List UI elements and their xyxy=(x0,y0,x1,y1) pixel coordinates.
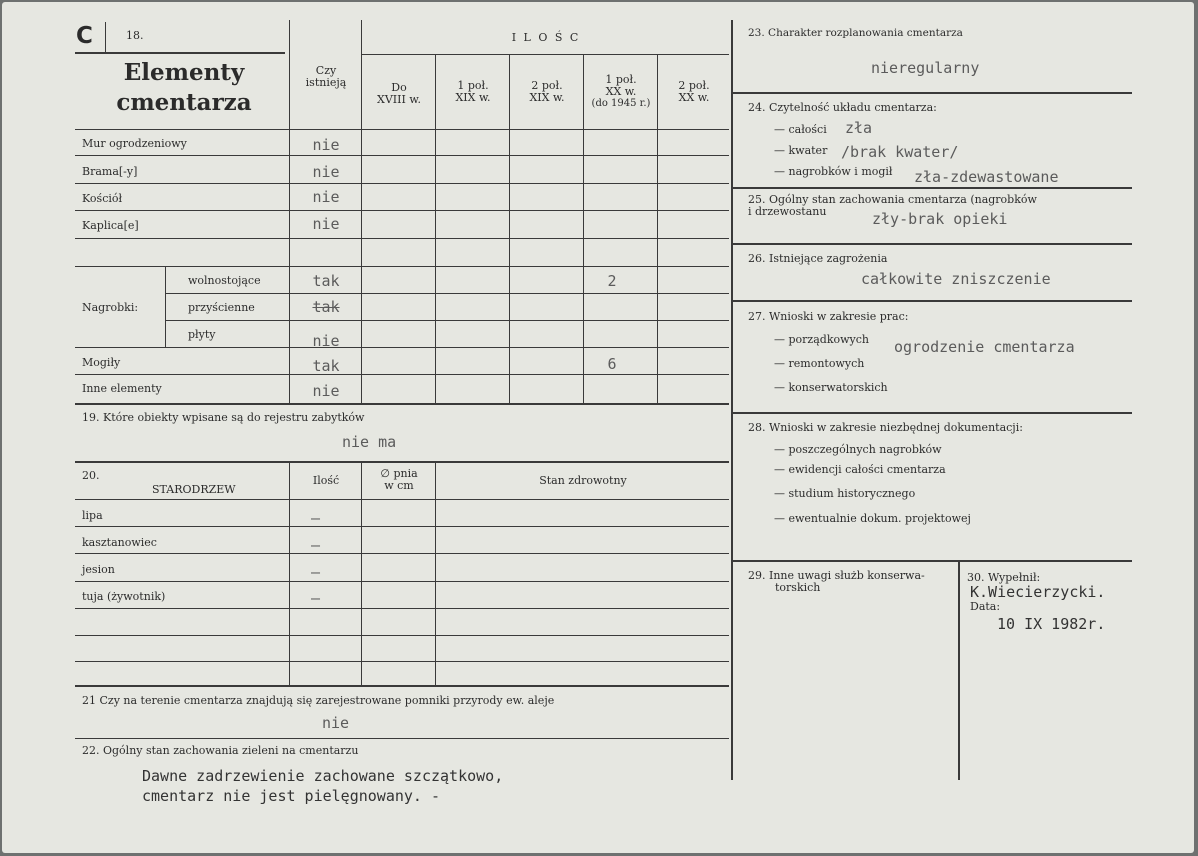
q27-item: — remontowych xyxy=(774,357,865,370)
q24-item-answer: zła xyxy=(845,119,873,137)
exists-value: nie xyxy=(312,136,340,154)
group-label: Nagrobki: xyxy=(82,301,139,314)
divider xyxy=(657,54,658,403)
divider xyxy=(75,129,729,130)
divider xyxy=(361,54,729,55)
divider xyxy=(435,461,436,685)
divider xyxy=(733,412,1132,414)
q24-item-answer: zła-zdewastowane xyxy=(914,168,1059,186)
exists-value: nie xyxy=(312,332,340,350)
q23-label: 23. Charakter rozplanowania cmentarza xyxy=(748,27,963,39)
q28-item: — poszczególnych nagrobków xyxy=(774,443,942,456)
divider xyxy=(75,183,729,184)
divider xyxy=(583,54,584,403)
tree-count: – xyxy=(311,536,321,554)
exists-value: nie xyxy=(312,382,340,400)
q30-label: 30. Wypełnił: xyxy=(967,571,1041,584)
divider xyxy=(75,403,729,405)
divider xyxy=(75,499,729,500)
q24-item-label: — całości xyxy=(774,123,827,136)
q22-label: 22. Ogólny stan zachowania zieleni na cmentarzu xyxy=(82,744,359,757)
q26-answer: całkowite zniszczenie xyxy=(861,270,1051,288)
q22-answer-line1: Dawne zadrzewienie zachowane szczątkowo, xyxy=(142,767,504,785)
row-label: Brama[-y] xyxy=(82,165,138,178)
tree-name: jesion xyxy=(82,563,115,576)
trees-col-diameter: ∅ pnia w cm xyxy=(380,467,418,492)
divider xyxy=(361,20,362,403)
row-label: Mogiły xyxy=(82,356,121,369)
q30-date: 10 IX 1982r. xyxy=(997,615,1106,633)
count-value: 6 xyxy=(607,355,617,373)
row-label: wolnostojące xyxy=(188,274,261,287)
period-header: 1 poł. XX w. (do 1945 r.) xyxy=(591,73,651,109)
divider xyxy=(75,608,729,609)
q25-label-line2: i drzewostanu xyxy=(748,205,827,218)
divider xyxy=(733,92,1132,94)
q30-filled-by: K.Wiecierzycki. xyxy=(970,583,1106,601)
divider xyxy=(75,210,729,211)
card-title-line2: cmentarza xyxy=(116,89,252,116)
divider xyxy=(733,187,1132,189)
q29-label-line1: 29. Inne uwagi służb konserwa- xyxy=(748,569,925,582)
divider xyxy=(361,461,362,685)
card-letter: C xyxy=(76,23,93,49)
divider xyxy=(75,553,729,554)
row-label: Mur ogrodzeniowy xyxy=(82,137,187,150)
tree-name: tuja (żywotnik) xyxy=(82,590,166,603)
divider xyxy=(75,685,729,687)
divider xyxy=(75,661,729,662)
divider xyxy=(289,461,290,685)
divider xyxy=(165,293,729,294)
exists-value: nie xyxy=(312,188,340,206)
tree-count: – xyxy=(311,589,321,607)
trees-col-health: Stan zdrowotny xyxy=(539,474,627,487)
divider xyxy=(733,560,1132,562)
period-header: 2 poł. XX w. xyxy=(678,79,710,104)
divider xyxy=(289,20,290,403)
q22-answer-line2: cmentarz nie jest pielęgnowany. - xyxy=(142,787,441,805)
divider xyxy=(75,581,729,582)
q26-label: 26. Istniejące zagrożenia xyxy=(748,252,888,265)
q27-answer: ogrodzenie cmentarza xyxy=(894,338,1075,356)
divider xyxy=(165,266,166,347)
count-value: 2 xyxy=(607,272,617,290)
inventory-card xyxy=(2,2,1194,853)
q24-label: 24. Czytelność układu cmentarza: xyxy=(748,101,937,114)
divider xyxy=(75,461,729,463)
divider xyxy=(75,238,729,239)
quantity-group-header: I L O Ś C xyxy=(511,31,581,44)
trees-header: STARODRZEW xyxy=(152,483,236,496)
col-exists-header: Czy istnieją xyxy=(305,64,347,89)
q23-answer: nieregularny xyxy=(871,59,980,77)
q19-label: 19. Które obiekty wpisane są do rejestru zabytków xyxy=(82,411,365,424)
period-header: 1 poł. XIX w. xyxy=(455,79,491,104)
period-header: Do XVIII w. xyxy=(377,81,421,106)
divider xyxy=(958,562,960,780)
divider xyxy=(165,320,729,321)
divider xyxy=(733,300,1132,302)
divider xyxy=(733,243,1132,245)
section-number: 18. xyxy=(126,29,144,42)
divider xyxy=(75,526,729,527)
exists-value: tak xyxy=(312,357,340,375)
exists-value: nie xyxy=(312,215,340,233)
divider xyxy=(509,54,510,403)
q24-item-label: — nagrobków i mogił xyxy=(774,165,893,178)
divider xyxy=(731,20,733,780)
tree-count: – xyxy=(311,509,321,527)
divider xyxy=(75,635,729,636)
q24-item-label: — kwater xyxy=(774,144,828,157)
row-label: Kaplica[e] xyxy=(82,219,139,232)
divider xyxy=(75,374,729,375)
row-label: Inne elementy xyxy=(82,382,162,395)
q28-item: — ewentualnie dokum. projektowej xyxy=(774,512,971,525)
divider xyxy=(75,155,729,156)
exists-value: tak xyxy=(312,272,340,290)
trees-col-count: Ilość xyxy=(312,474,340,487)
divider xyxy=(105,22,106,52)
q28-item: — studium historycznego xyxy=(774,487,916,500)
card-title xyxy=(86,58,282,118)
row-label: Kościół xyxy=(82,192,123,205)
q28-item: — ewidencji całości cmentarza xyxy=(774,463,946,476)
period-header: 2 poł. XIX w. xyxy=(529,79,565,104)
q29-label-line2: torskich xyxy=(775,581,821,594)
q27-item: — porządkowych xyxy=(774,333,869,346)
row-label: płyty xyxy=(188,328,216,341)
card-title-line1: Elementy xyxy=(123,59,245,86)
row-label: przyścienne xyxy=(188,301,255,314)
divider xyxy=(75,738,729,739)
tree-name: kasztanowiec xyxy=(82,536,157,549)
q27-item: — konserwatorskich xyxy=(774,381,888,394)
tree-count: – xyxy=(311,563,321,581)
divider xyxy=(75,52,285,54)
q19-answer: nie ma xyxy=(342,433,397,451)
q24-item-answer: /brak kwater/ xyxy=(841,143,959,161)
divider xyxy=(435,54,436,403)
tree-name: lipa xyxy=(82,509,103,522)
exists-value: tak xyxy=(312,298,340,316)
q21-label: 21 Czy na terenie cmentarza znajdują się zarejestrowane pomniki przyrody ew. aleje xyxy=(82,694,555,707)
q28-label: 28. Wnioski w zakresie niezbędnej dokumentacji: xyxy=(748,421,1023,434)
divider xyxy=(75,266,729,267)
q21-answer: nie xyxy=(322,714,350,732)
q30-date-label: Data: xyxy=(970,600,1001,613)
trees-number: 20. xyxy=(82,469,100,482)
q27-label: 27. Wnioski w zakresie prac: xyxy=(748,310,909,323)
q25-answer: zły-brak opieki xyxy=(872,210,1008,228)
divider xyxy=(75,347,729,348)
q25-label-line1: 25. Ogólny stan zachowania cmentarza (nagrobków xyxy=(748,193,1037,206)
exists-value: nie xyxy=(312,163,340,181)
